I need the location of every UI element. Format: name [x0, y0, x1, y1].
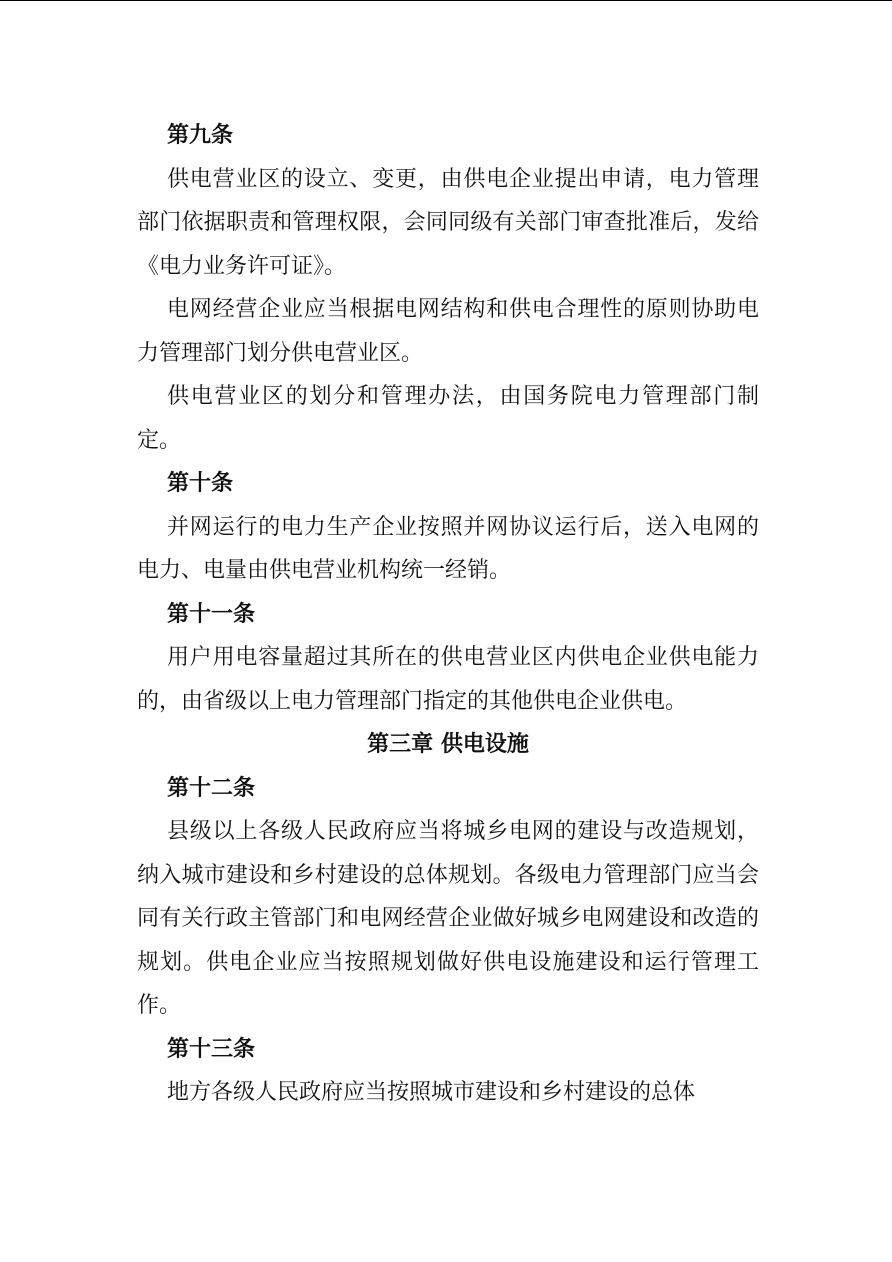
- article-11-heading: 第十一条: [167, 600, 256, 627]
- chapter-3-title: 第三章 供电设施: [367, 731, 529, 757]
- article-9-paragraph-1: 供电营业区的设立、变更，由供电企业提出申请，电力管理部门依据职责和管理权限，会同同级有关部门审查批准后，发给《电力业务许可证》。: [137, 166, 759, 279]
- article-13-heading: 第十三条: [167, 1035, 256, 1062]
- article-13-paragraph-1: 地方各级人民政府应当按照城市建设和乡村建设的总体: [167, 1080, 696, 1105]
- article-12-heading: 第十二条: [167, 774, 256, 801]
- article-9-paragraph-2: 电网经营企业应当根据电网结构和供电合理性的原则协助电力管理部门划分供电营业区。: [137, 297, 759, 366]
- article-12-paragraph-1: 县级以上各级人民政府应当将城乡电网的建设与改造规划，纳入城市建设和乡村建设的总体规划。各级电力管理部门应当会同有关行政主管部门和电网经营企业做好城乡电网建设和改造的规划。供电企业应当按照规划做好供电设施建设和运行管理工作。: [137, 819, 759, 1018]
- document-page: [137, 114, 759, 1115]
- article-10-heading: 第十条: [167, 470, 234, 496]
- article-11-paragraph-1: 用户用电容量超过其所在的供电营业区内供电企业供电能力的，由省级以上电力管理部门指定的其他供电企业供电。: [137, 645, 759, 714]
- article-9-heading: 第九条: [167, 122, 234, 148]
- article-10-paragraph-1: 并网运行的电力生产企业按照并网协议运行后，送入电网的电力、电量由供电营业机构统一经销。: [137, 514, 759, 583]
- article-9-paragraph-3: 供电营业区的划分和管理办法，由国务院电力管理部门制定。: [137, 384, 759, 453]
